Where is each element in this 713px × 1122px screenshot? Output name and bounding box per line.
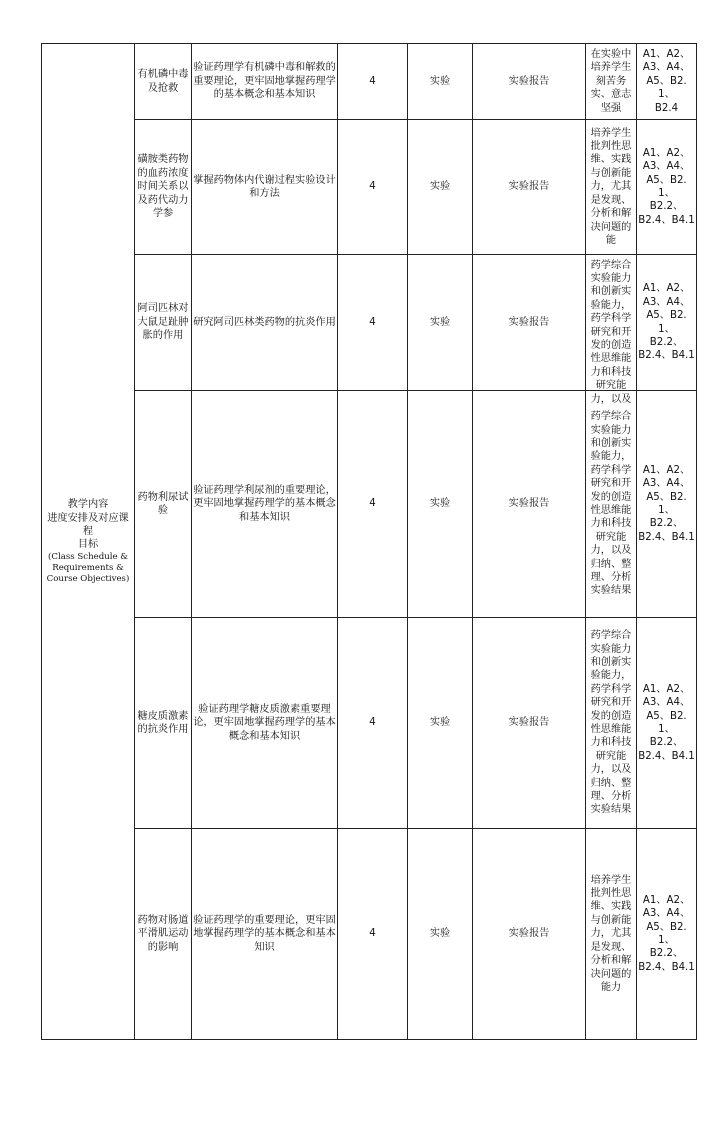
assessment-cell: 实验报告	[473, 618, 586, 829]
table-row	[42, 391, 697, 618]
experiment-content-cell: 验证药理学糖皮质激素重要理论，更牢固地掌握药理学的基本概念和基本知识	[192, 618, 338, 829]
category-english-line: (Class Schedule &	[48, 551, 128, 562]
type-cell: 实验	[408, 120, 473, 255]
objective-code: A1、A2、	[642, 683, 691, 695]
objective-code: B2.4、B4.1	[638, 350, 695, 362]
goal-cell	[586, 44, 637, 120]
objective-code: A5、B2.1、	[646, 174, 687, 199]
experiment-content-cell: 验证药理学的重要理论，更牢固地掌握药理学的基本概念和基本知识	[192, 829, 338, 1040]
objective-code: B2.2、	[649, 518, 684, 530]
goal-cell	[586, 618, 637, 829]
experiment-content-cell: 验证药理学有机磷中毒和解救的重要理论，更牢固地掌握药理学的基本概念和基本知识	[192, 44, 338, 120]
objective-code: A1、A2、	[642, 464, 691, 476]
experiment-name-cell: 药物对肠道平滑肌运动的影响	[135, 829, 192, 1040]
objective-code: A5、B2.1、	[646, 710, 687, 735]
objective-code: A5、B2.1、	[646, 491, 687, 516]
objective-codes-cell	[637, 829, 697, 1040]
experiment-content-cell: 掌握药物体内代谢过程实验设计和方法	[192, 120, 338, 255]
objective-code: A1、A2、	[642, 283, 691, 295]
hours-cell: 4	[338, 618, 408, 829]
category-english-line: Requirements &	[52, 562, 124, 573]
goal-text: 在实验中培养学生刻苦务实、意志坚强	[590, 48, 632, 114]
objective-code: A3、A4、	[642, 62, 691, 74]
assessment-cell: 实验报告	[473, 255, 586, 391]
type-cell: 实验	[408, 829, 473, 1040]
experiment-name-cell: 有机磷中毒及抢救	[135, 44, 192, 120]
table-row	[42, 120, 697, 255]
objective-code: B2.4	[654, 102, 679, 114]
objective-code: A3、A4、	[642, 478, 691, 490]
category-label-line: 进度安排及对应课	[47, 512, 129, 524]
objective-code: A5、B2.1、	[646, 75, 687, 101]
objective-codes-cell	[637, 120, 697, 255]
type-cell: 实验	[408, 44, 473, 120]
experiment-content-cell: 验证药理学利尿剂的重要理论，更牢固地掌握药理学的基本概念和基本知识	[192, 391, 338, 618]
assessment-cell: 实验报告	[473, 829, 586, 1040]
experiment-content-cell: 研究阿司匹林类药物的抗炎作用	[192, 255, 338, 391]
goal-text: 药学综合实验能力和创新实验能力，药学科学研究和开发的创造性思维能力和科技研究能力，以及归纳、整理、分析实验结果	[590, 411, 632, 597]
goal-cell	[586, 255, 637, 405]
table-row	[42, 44, 697, 120]
category-label-line: 目标	[77, 539, 99, 551]
category-label-line: 教学内容	[67, 499, 109, 511]
assessment-cell: 实验报告	[473, 44, 586, 120]
table-row	[42, 618, 697, 829]
objective-code: A3、A4、	[642, 161, 691, 173]
experiment-name-cell: 磺胺类药物的血药浓度时间关系以及药代动力学参	[135, 120, 192, 255]
objective-code: A1、A2、	[642, 894, 691, 906]
goal-text: 药学综合实验能力和创新实验能力，药学科学研究和开发的创造性思维能力和科技研究能力，以及归纳、整理、分析实验结果	[590, 630, 632, 816]
objective-code: B2.2、	[649, 737, 684, 749]
objective-codes-cell	[637, 44, 697, 120]
objective-codes-cell	[637, 391, 697, 618]
experiment-name-cell: 药物利尿试验	[135, 391, 192, 618]
goal-cell	[586, 120, 637, 255]
objective-code: A3、A4、	[642, 908, 691, 920]
goal-text: 培养学生批判性思维、实践与创新能力，尤其是发现、分析和解决问题的能力	[590, 874, 632, 993]
table-row	[42, 829, 697, 1040]
assessment-cell: 实验报告	[473, 120, 586, 255]
category-label-line: 程	[82, 526, 94, 537]
objective-code: A1、A2、	[642, 147, 691, 159]
type-cell: 实验	[408, 255, 473, 391]
goal-cell	[586, 391, 637, 618]
objective-code: B2.4、B4.1	[638, 961, 695, 973]
table-row	[42, 255, 697, 391]
objective-code: B2.4、B4.1	[638, 750, 695, 762]
goal-text: 药学综合实验能力和创新实验能力，药学科学研究和开发的创造性思维能力和科技研究能力，以及	[590, 259, 632, 405]
objective-code: A1、A2、	[642, 48, 691, 60]
course-schedule-table	[41, 43, 697, 1040]
objective-code: A3、A4、	[642, 697, 691, 709]
hours-cell: 4	[338, 391, 408, 618]
objective-code: B2.4、B4.1	[638, 531, 695, 543]
objective-code: B2.2、	[649, 948, 684, 960]
hours-cell: 4	[338, 44, 408, 120]
objective-code: B2.2、	[649, 336, 684, 348]
goal-cell	[586, 829, 637, 1040]
objective-code: A5、B2.1、	[646, 921, 687, 946]
type-cell: 实验	[408, 618, 473, 829]
category-cell	[42, 44, 135, 1040]
objective-codes-cell	[637, 618, 697, 829]
assessment-cell: 实验报告	[473, 391, 586, 618]
hours-cell: 4	[338, 829, 408, 1040]
objective-code: A5、B2.1、	[646, 310, 687, 335]
goal-text: 培养学生批判性思维、实践与创新能力，尤其是发现、分析和解决问题的能	[590, 127, 632, 246]
hours-cell: 4	[338, 120, 408, 255]
type-cell: 实验	[408, 391, 473, 618]
objective-codes-cell	[637, 255, 697, 391]
objective-code: B2.4、B4.1	[638, 214, 695, 226]
experiment-name-cell: 糖皮质激素的抗炎作用	[135, 618, 192, 829]
experiment-name-cell: 阿司匹林对大鼠足趾肿胀的作用	[135, 255, 192, 391]
hours-cell: 4	[338, 255, 408, 391]
objective-code: B2.2、	[649, 201, 684, 213]
objective-code: A3、A4、	[642, 296, 691, 308]
category-english-line: Course Objectives)	[46, 573, 130, 584]
